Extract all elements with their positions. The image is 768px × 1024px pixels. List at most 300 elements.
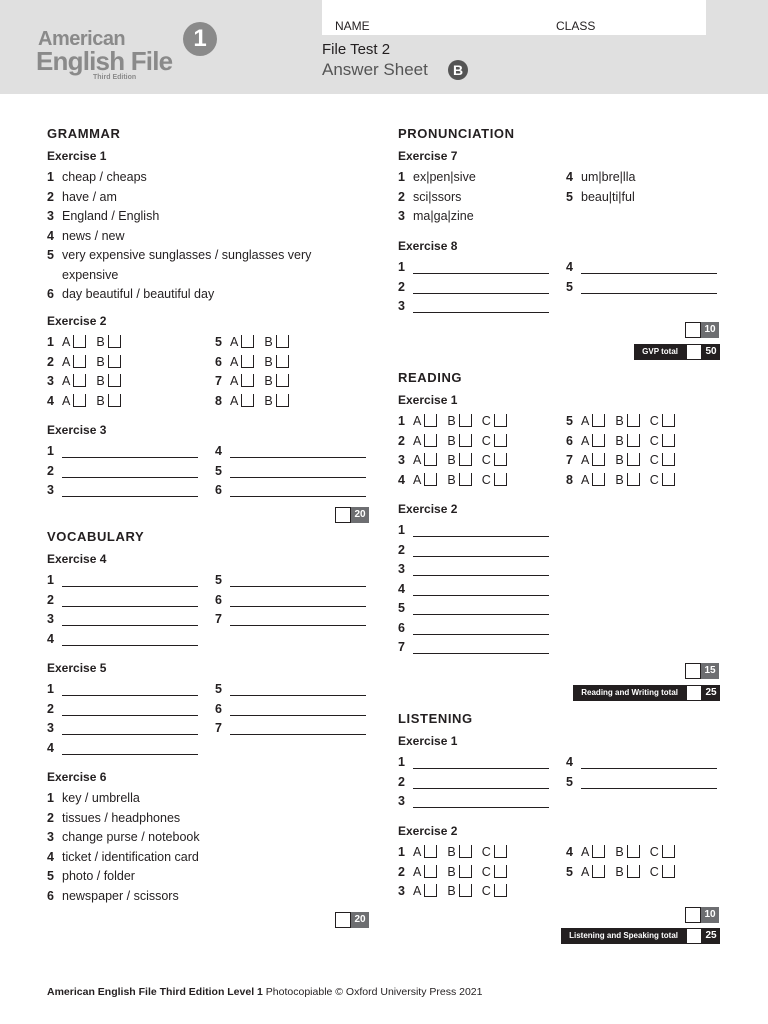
answer-option[interactable] [650,434,675,448]
checkbox[interactable] [494,414,507,427]
total-entry-field[interactable] [686,685,702,701]
item-number: 2 [47,463,54,478]
grammar-title: GRAMMAR [47,126,121,141]
answer-input-line[interactable] [413,604,549,615]
answer-input-line[interactable] [413,302,549,313]
answer-option[interactable] [650,845,675,859]
answer-input-line[interactable] [413,797,549,808]
item-number: 6 [47,888,54,903]
score-max: 15 [701,663,719,679]
answer-line [47,573,198,587]
answer-input-line[interactable] [230,467,366,478]
option-letter: A [413,472,422,487]
answer-line [47,721,198,735]
item-number: 1 [398,170,405,184]
item-number: 6 [47,287,54,301]
option-row [398,884,517,898]
option-letter: A [413,414,422,428]
answer-option[interactable] [482,473,507,487]
item-number: 5 [215,682,222,696]
option-row [566,453,685,467]
answer-option[interactable] [413,865,437,879]
option-letter: A [413,845,422,859]
checkbox[interactable] [494,434,507,447]
checkbox[interactable] [662,453,675,466]
item-number: 6 [398,620,405,635]
answer-option[interactable] [230,335,254,349]
answer-option[interactable] [615,434,639,448]
item-text: day beautiful / beautiful day [62,287,215,301]
option-letter: C [649,414,659,428]
listening-ex2-title: Exercise 2 [398,824,458,838]
option-letter: C [649,845,659,859]
answer-option[interactable] [482,434,507,448]
checkbox[interactable] [627,865,640,878]
answer-option[interactable] [482,414,507,428]
checkbox[interactable] [108,335,121,348]
answer-input-line[interactable] [230,596,366,607]
answer-option[interactable] [96,355,120,369]
checkbox[interactable] [494,473,507,486]
option-letter: C [481,472,491,487]
answer-option[interactable] [447,434,471,448]
list-item [47,190,117,204]
checkbox[interactable] [662,414,675,427]
answer-option[interactable] [413,414,437,428]
option-letter: A [230,393,239,408]
answer-input-line[interactable] [230,724,366,735]
brand-level-badge: 1 [183,22,217,56]
vocabulary-title: VOCABULARY [47,529,145,544]
checkbox[interactable] [592,414,605,427]
item-text: beau|ti|ful [581,189,635,204]
item-number: 3 [398,562,405,576]
item-number: 2 [398,774,405,789]
list-item [398,170,476,184]
answer-option[interactable] [96,394,120,408]
checkbox[interactable] [627,453,640,466]
option-letter: A [413,433,422,448]
answer-option[interactable] [413,473,437,487]
grammar-ex1-title: Exercise 1 [47,149,107,163]
score-max: 20 [351,912,369,928]
option-letter: C [649,433,659,448]
answer-option[interactable] [264,374,288,388]
checkbox[interactable] [662,434,675,447]
answer-option[interactable] [264,355,288,369]
option-row [398,865,517,879]
version-badge: B [448,60,468,80]
class-label: CLASS [556,19,596,33]
option-letter: B [615,414,624,428]
item-number: 2 [47,701,54,716]
item-text: sci|ssors [413,189,462,204]
checkbox[interactable] [241,335,254,348]
option-letter: B [447,433,456,448]
checkbox[interactable] [592,453,605,466]
answer-line [215,593,366,607]
checkbox[interactable] [494,845,507,858]
answer-input-line[interactable] [413,758,549,769]
item-number: 8 [566,472,573,487]
list-item [398,190,461,204]
answer-line [215,444,366,458]
list-item [47,869,135,883]
answer-input-line[interactable] [62,486,198,497]
item-number: 7 [398,640,405,654]
answer-option[interactable] [615,473,639,487]
item-number: 3 [47,721,54,735]
checkbox[interactable] [424,414,437,427]
option-letter: C [481,414,491,428]
answer-line [566,755,717,769]
answer-line [47,444,198,458]
answer-input-line[interactable] [230,615,366,626]
checkbox[interactable] [459,845,472,858]
brand-name-line2: English File [36,46,173,76]
listening-ex1-title: Exercise 1 [398,734,458,748]
item-number: 5 [566,864,573,879]
answer-option[interactable] [482,453,507,467]
answer-line [47,741,198,755]
score-entry-field[interactable] [685,663,701,679]
checkbox[interactable] [276,374,289,387]
option-letter: C [481,864,491,879]
answer-input-line[interactable] [413,526,549,537]
answer-option[interactable] [482,865,507,879]
checkbox[interactable] [592,865,605,878]
answer-input-line[interactable] [62,635,198,646]
option-row [215,355,299,369]
answer-option[interactable] [230,355,254,369]
answer-option[interactable] [96,335,120,349]
answer-option[interactable] [447,845,471,859]
item-number: 7 [215,721,222,735]
grammar-score-box [335,507,369,523]
answer-input-line[interactable] [581,283,717,294]
answer-option[interactable] [62,335,86,349]
answer-option[interactable] [413,845,437,859]
answer-input-line[interactable] [413,585,549,596]
list-item [47,229,125,243]
item-number: 5 [215,463,222,478]
item-number: 2 [398,542,405,557]
checkbox[interactable] [494,453,507,466]
answer-input-line[interactable] [62,596,198,607]
checkbox[interactable] [459,865,472,878]
item-number: 1 [398,260,405,274]
answer-input-line[interactable] [230,486,366,497]
answer-option[interactable] [615,865,639,879]
answer-input-line[interactable] [413,778,549,789]
answer-option[interactable] [230,374,254,388]
item-number: 6 [215,483,222,497]
list-item [566,170,635,184]
checkbox[interactable] [73,335,86,348]
item-number: 7 [566,453,573,467]
option-letter: B [96,335,105,349]
option-row [215,394,299,408]
checkbox[interactable] [459,453,472,466]
checkbox[interactable] [241,394,254,407]
item-number: 4 [566,755,573,769]
answer-option[interactable] [96,374,120,388]
option-letter: B [96,374,105,388]
answer-input-line[interactable] [413,643,549,654]
option-letter: B [264,354,273,369]
total-entry-field[interactable] [686,344,702,360]
score-entry-field[interactable] [685,322,701,338]
answer-input-line[interactable] [62,705,198,716]
answer-option[interactable] [447,473,471,487]
answer-option[interactable] [264,394,288,408]
answer-input-line[interactable] [62,744,198,755]
answer-line [215,464,366,478]
checkbox[interactable] [459,473,472,486]
option-letter: C [481,845,491,859]
answer-option[interactable] [413,434,437,448]
answer-option[interactable] [581,434,605,448]
item-number: 1 [398,845,405,859]
answer-line [47,632,198,646]
answer-line [398,775,549,789]
option-letter: A [230,335,239,349]
grammar-ex3-title: Exercise 3 [47,423,107,437]
answer-line [566,260,717,274]
answer-option[interactable] [482,845,507,859]
option-letter: B [447,414,456,428]
answer-input-line[interactable] [581,263,717,274]
item-number: 7 [215,374,222,388]
option-letter: A [581,453,590,467]
answer-option[interactable] [615,414,639,428]
option-row [398,434,517,448]
checkbox[interactable] [494,884,507,897]
checkbox[interactable] [662,473,675,486]
answer-input-line[interactable] [62,615,198,626]
answer-input-line[interactable] [62,467,198,478]
option-letter: A [413,884,422,898]
checkbox[interactable] [662,865,675,878]
list-item [47,830,200,844]
score-entry-field[interactable] [335,507,351,523]
checkbox[interactable] [627,434,640,447]
answer-input-line[interactable] [581,758,717,769]
item-text: tissues / headphones [62,810,181,825]
option-row [47,394,131,408]
item-number: 5 [215,573,222,587]
vocabulary-ex4-title: Exercise 4 [47,552,107,566]
answer-option[interactable] [447,414,471,428]
item-number: 3 [398,453,405,467]
checkbox[interactable] [662,845,675,858]
checkbox[interactable] [424,434,437,447]
checkbox[interactable] [627,473,640,486]
checkbox[interactable] [592,434,605,447]
answer-line [566,775,717,789]
item-number: 4 [47,393,54,408]
item-number: 4 [47,740,54,755]
answer-input-line[interactable] [62,724,198,735]
option-letter: B [447,453,456,467]
checkbox[interactable] [241,374,254,387]
item-number: 7 [215,612,222,626]
checkbox[interactable] [459,414,472,427]
item-text: news / new [62,228,125,243]
answer-input-line[interactable] [62,447,198,458]
item-number: 6 [215,354,222,369]
checkbox[interactable] [73,355,86,368]
checkbox[interactable] [592,845,605,858]
list-item [47,791,140,805]
answer-option[interactable] [62,355,86,369]
answer-input-line[interactable] [413,565,549,576]
item-number: 1 [398,414,405,428]
answer-option[interactable] [447,453,471,467]
score-entry-field[interactable] [685,907,701,923]
list-item [566,190,635,204]
item-number: 6 [215,592,222,607]
answer-sheet-title: Answer Sheet [322,60,428,79]
item-number: 2 [47,592,54,607]
option-letter: C [649,864,659,879]
score-entry-field[interactable] [335,912,351,928]
answer-line [215,573,366,587]
answer-input-line[interactable] [413,283,549,294]
checkbox[interactable] [424,884,437,897]
checkbox[interactable] [108,355,121,368]
checkbox[interactable] [424,845,437,858]
answer-input-line[interactable] [413,263,549,274]
checkbox[interactable] [494,865,507,878]
answer-input-line[interactable] [230,447,366,458]
option-row [47,335,131,349]
answer-option[interactable] [447,884,471,898]
answer-line [398,523,549,537]
checkbox[interactable] [108,394,121,407]
footer-title: American English File Third Edition Level 1 [47,986,263,998]
gvp-total-box [634,344,720,360]
item-number: 3 [398,299,405,313]
option-row [566,414,685,428]
answer-line [215,721,366,735]
answer-option[interactable] [581,453,605,467]
checkbox[interactable] [276,355,289,368]
pronunciation-ex7-title: Exercise 7 [398,149,458,163]
answer-option[interactable] [581,473,605,487]
checkbox[interactable] [73,394,86,407]
answer-line [47,682,198,696]
checkbox[interactable] [276,394,289,407]
answer-option[interactable] [230,394,254,408]
checkbox[interactable] [592,473,605,486]
item-number: 1 [47,791,54,805]
item-text: expensive [62,267,119,282]
checkbox[interactable] [459,884,472,897]
answer-option[interactable] [581,865,605,879]
item-number: 4 [398,472,405,487]
option-letter: B [264,335,273,349]
checkbox[interactable] [627,845,640,858]
answer-input-line[interactable] [62,576,198,587]
item-number: 3 [47,612,54,626]
total-label: Listening and Speaking total [561,928,686,944]
answer-input-line[interactable] [62,685,198,696]
answer-option[interactable] [650,414,675,428]
checkbox[interactable] [108,374,121,387]
option-letter: A [230,374,239,388]
answer-option[interactable] [264,335,288,349]
checkbox[interactable] [424,865,437,878]
answer-option[interactable] [413,453,437,467]
answer-option[interactable] [413,884,437,898]
option-letter: B [447,472,456,487]
answer-input-line[interactable] [413,624,549,635]
answer-input-line[interactable] [230,685,366,696]
option-letter: C [649,472,659,487]
answer-line [398,260,549,274]
option-row [566,473,685,487]
option-row [566,845,685,859]
score-max: 10 [701,907,719,923]
answer-option[interactable] [615,453,639,467]
answer-line [398,640,549,654]
checkbox[interactable] [241,355,254,368]
checkbox[interactable] [276,335,289,348]
option-letter: B [96,393,105,408]
answer-line [398,601,549,615]
total-entry-field[interactable] [686,928,702,944]
answer-option[interactable] [62,394,86,408]
answer-option[interactable] [650,453,675,467]
answer-option[interactable] [62,374,86,388]
checkbox[interactable] [424,473,437,486]
item-number: 8 [215,393,222,408]
item-number: 4 [47,849,54,864]
answer-option[interactable] [581,845,605,859]
item-number: 3 [398,794,405,808]
checkbox[interactable] [459,434,472,447]
answer-option[interactable] [447,865,471,879]
vocabulary-ex5-title: Exercise 5 [47,661,107,675]
brand-name-line1: American [38,28,126,50]
option-letter: C [481,453,491,467]
item-number: 1 [47,573,54,587]
item-text: photo / folder [62,869,135,883]
answer-input-line[interactable] [581,778,717,789]
answer-option[interactable] [581,414,605,428]
item-number: 1 [47,444,54,458]
answer-option[interactable] [650,473,675,487]
list-item [47,811,180,825]
answer-input-line[interactable] [413,546,549,557]
item-number: 4 [398,581,405,596]
checkbox[interactable] [627,414,640,427]
item-number: 5 [398,601,405,615]
answer-option[interactable] [482,884,507,898]
answer-option[interactable] [615,845,639,859]
score-max: 10 [701,322,719,338]
total-max: 50 [702,344,720,360]
checkbox[interactable] [424,453,437,466]
list-item [47,170,147,184]
reading-ex1-title: Exercise 1 [398,393,458,407]
answer-input-line[interactable] [230,576,366,587]
answer-option[interactable] [650,865,675,879]
answer-input-line[interactable] [230,705,366,716]
checkbox[interactable] [73,374,86,387]
answer-line [215,682,366,696]
